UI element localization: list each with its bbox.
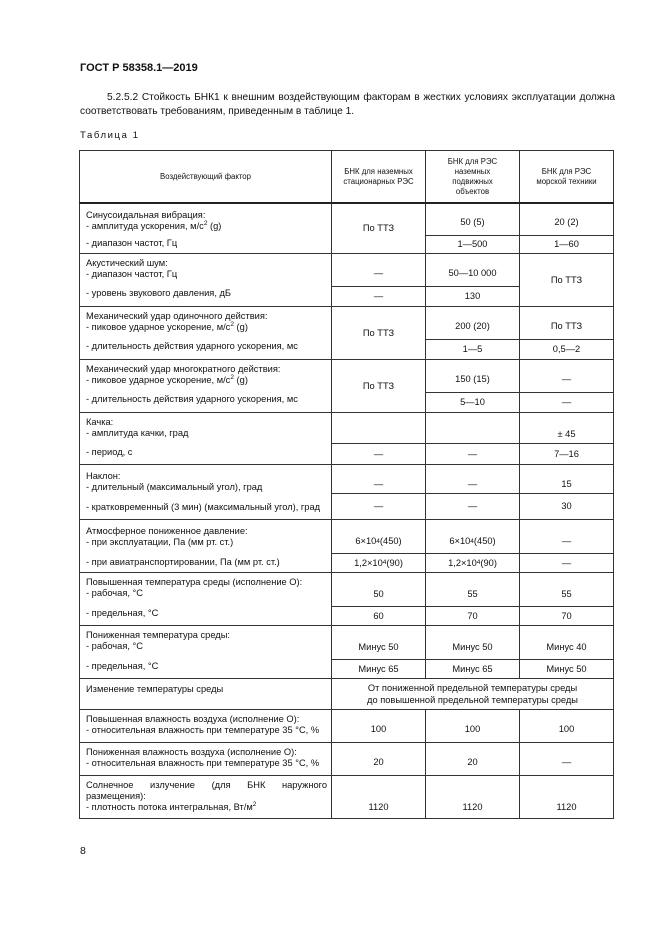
header-factor: Воздействующий фактор: [80, 151, 332, 204]
row-vibration: [80, 203, 614, 254]
header-col1: БНК для наземных стационарных РЭС: [332, 151, 426, 204]
factor-solar: Солнечное излучение (для БНК наружного размещения): - плотность потока интегральная, $Вт/м^2$: [80, 776, 332, 819]
factor-high-temp: Повышенная температура среды (исполнение О): - рабочая, °С - предельная, °С: [80, 573, 332, 626]
high-humidity-col1: 100: [332, 710, 426, 743]
row-low-temp: [80, 626, 614, 679]
rolling-col2: —: [426, 413, 520, 465]
vibration-col2: 50 (5) 1—500: [426, 203, 520, 254]
table-header-row: [80, 151, 614, 204]
factor-low-humidity: Пониженная влажность воздуха (исполнение О): - относительная влажность при температуре 35 °С, %: [80, 743, 332, 776]
page-number: 8: [80, 845, 86, 857]
row-tilt: [80, 465, 614, 520]
single-shock-col3: По ТТЗ 0,5—2: [520, 307, 614, 360]
factor-low-pressure: Атмосферное пониженное давление: - при эксплуатации, Па (мм рт. ст.) - при авиатранспортировании, Па (мм рт. ст.): [80, 520, 332, 573]
intro-paragraph: [80, 91, 615, 119]
row-low-humidity: [80, 743, 614, 776]
factor-high-humidity: Повышенная влажность воздуха (исполнение О): - относительная влажность при температуре 35 °С, %: [80, 710, 332, 743]
multi-shock-col2: 150 (15) 5—10: [426, 360, 520, 413]
high-temp-col2: 55 70: [426, 573, 520, 626]
vibration-col3: 20 (2) 1—60: [520, 203, 614, 254]
tilt-col1: — —: [332, 465, 426, 520]
low-temp-col3: Минус 40 Минус 50: [520, 626, 614, 679]
row-noise: [80, 254, 614, 307]
high-temp-col3: 55 70: [520, 573, 614, 626]
factor-vibration: Синусоидальная вибрация: - амплитуда ускорения, $м/с^2$ (g) - диапазон частот, Гц: [80, 203, 332, 254]
high-humidity-col3: 100: [520, 710, 614, 743]
row-high-humidity: [80, 710, 614, 743]
row-single-shock: [80, 307, 614, 360]
intro-text: 5.2.5.2 Стойкость БНК1 к внешним воздействующим факторам в жестких условиях эксплуатации должна соответствовать требованиям, приведенным в таблице 1.: [80, 92, 615, 117]
low-temp-col1: Минус 50 Минус 65: [332, 626, 426, 679]
solar-col2: 1120: [426, 776, 520, 819]
row-high-temp: [80, 573, 614, 626]
single-shock-col1: По ТТЗ: [332, 307, 426, 360]
low-humidity-col2: 20: [426, 743, 520, 776]
noise-col1: — —: [332, 254, 426, 307]
factor-rolling: Качка: - амплитуда качки, град - период, с: [80, 413, 332, 465]
low-temp-col2: Минус 50 Минус 65: [426, 626, 520, 679]
multi-shock-col3: — —: [520, 360, 614, 413]
low-humidity-col3: —: [520, 743, 614, 776]
rolling-col1: —: [332, 413, 426, 465]
noise-col2: 50—10 000 130: [426, 254, 520, 307]
document-code: ГОСТ Р 58358.1—2019: [80, 62, 198, 74]
header-col3: БНК для РЭС морской техники: [520, 151, 614, 204]
row-multi-shock: [80, 360, 614, 413]
solar-col1: 1120: [332, 776, 426, 819]
temp-change-value: От пониженной предельной температуры среды до повышенной предельной температуры среды: [332, 679, 614, 710]
vibration-col1: По ТТЗ: [332, 203, 426, 254]
low-pressure-col1: 6×10 4 (450) 1,2×10 4 (90): [332, 520, 426, 573]
factor-single-shock: Механический удар одиночного действия: - пиковое ударное ускорение, $м/с^2$ (g) - длительность действия ударного ускорения, мс: [80, 307, 332, 360]
row-solar: [80, 776, 614, 819]
tilt-col3: 15 30: [520, 465, 614, 520]
row-rolling: [80, 413, 614, 465]
noise-col3: По ТТЗ: [520, 254, 614, 307]
single-shock-col2: 200 (20) 1—5: [426, 307, 520, 360]
factor-temp-change: Изменение температуры среды: [80, 679, 332, 710]
row-temp-change: [80, 679, 614, 710]
row-low-pressure: [80, 520, 614, 573]
factor-low-temp: Пониженная температура среды: - рабочая, °С - предельная, °С: [80, 626, 332, 679]
factor-noise: Акустический шум: - диапазон частот, Гц - уровень звукового давления, дБ: [80, 254, 332, 307]
header-col2: БНК для РЭС наземных подвижных объектов: [426, 151, 520, 204]
tilt-col2: — —: [426, 465, 520, 520]
spec-table: [79, 150, 614, 819]
high-humidity-col2: 100: [426, 710, 520, 743]
factor-multi-shock: Механический удар многократного действия: - пиковое ударное ускорение, $м/с^2$ (g) - длительность действия ударного ускорения, мс: [80, 360, 332, 413]
low-pressure-col3: — —: [520, 520, 614, 573]
low-pressure-col2: 6×10 4 (450) 1,2×10 4 (90): [426, 520, 520, 573]
rolling-col3: ± 45 7—16: [520, 413, 614, 465]
low-humidity-col1: 20: [332, 743, 426, 776]
table-label: Таблица 1: [80, 130, 140, 141]
solar-col3: 1120: [520, 776, 614, 819]
factor-tilt: Наклон: - длительный (максимальный угол), град - кратковременный (3 мин) (максимальный угол), град: [80, 465, 332, 520]
multi-shock-col1: По ТТЗ: [332, 360, 426, 413]
high-temp-col1: 50 60: [332, 573, 426, 626]
